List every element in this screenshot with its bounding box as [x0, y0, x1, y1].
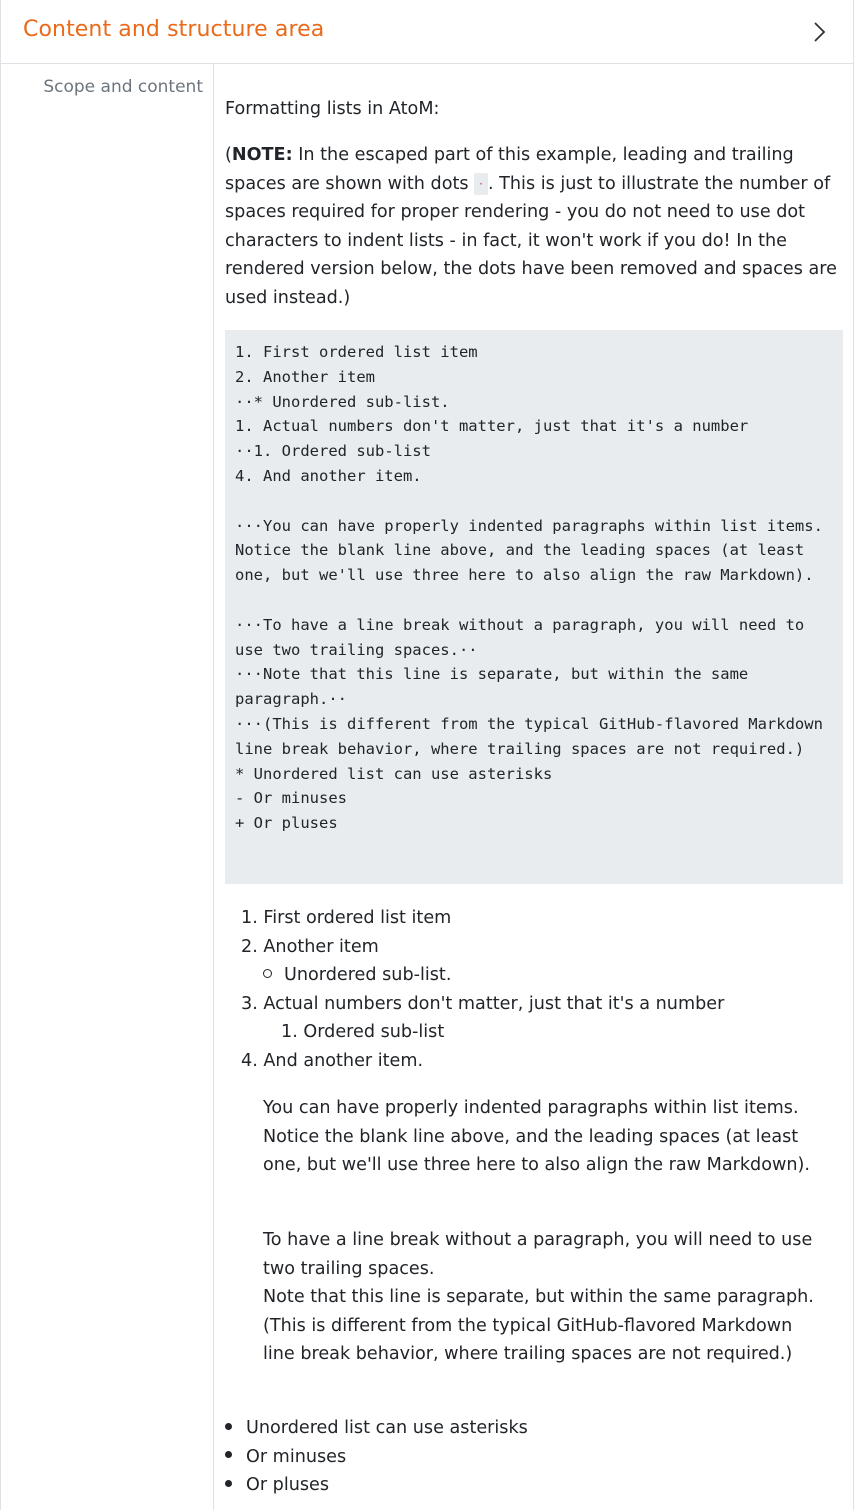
sub-list-label: Unordered sub-list. — [284, 965, 452, 985]
para-line: (This is different from the typical GitHub-flavored Markdown line break behavior, where trailing spaces are not required.) — [263, 1315, 793, 1364]
chevron-right-icon[interactable] — [807, 20, 831, 44]
section-header[interactable] — [1, 0, 853, 64]
dot-code-chip: · — [474, 173, 488, 195]
bullet-icon — [225, 1423, 232, 1430]
note-label: NOTE: — [231, 145, 293, 165]
list-item: 4. And another item. — [241, 1050, 424, 1071]
bullet-label: Unordered list can use asterisks — [246, 1418, 528, 1438]
list-item: 2. Another item — [241, 936, 379, 957]
hollow-bullet-icon — [263, 969, 272, 978]
field-label: Scope and content — [43, 77, 203, 97]
bullet-item — [225, 1443, 346, 1472]
note-text-1: In the escaped part of this example, leading and trailing spaces are shown with dots — [225, 145, 794, 194]
list-item: 1. First ordered list item — [241, 908, 452, 928]
para-line: Note that this line is separate, but within the same paragraph. — [263, 1287, 814, 1307]
field-label-cell — [1, 64, 214, 1510]
bullet-label: Or minuses — [246, 1446, 347, 1467]
para-line: To have a line break without a paragraph, you will need to use two trailing spaces. — [263, 1230, 813, 1279]
list-paragraph: You can have properly indented paragraphs within list items. Notice the blank line above, and the leading spaces (at least one, but we'll use three here to also align the raw Markdown). — [263, 1098, 810, 1175]
intro-text: Formatting lists in AtoM: — [225, 99, 440, 119]
bullet-icon — [225, 1451, 232, 1458]
list-item: 3. Actual numbers don't matter, just that it's a number — [241, 993, 725, 1014]
list-paragraph — [263, 1226, 823, 1369]
note-open-paren: ( — [225, 145, 232, 165]
bullet-label: Or pluses — [246, 1475, 330, 1495]
sub-list-item: 1. Ordered sub-list — [281, 1022, 445, 1042]
note-paragraph — [225, 141, 843, 312]
markdown-code-block: 1. First ordered list item 2. Another item ··* Unordered sub-list. 1. Actual numbers don't matter, just that it's a number ··1. Ordered sub-list 4. And another item. ···You can have properly indented paragraphs within list items. Notice the blank line above, and the leading spaces (at least one, but we'll use three here to also align the raw Markdown). ···To have a line break without a paragraph, you will need to use two trailing spaces.·· ···Note that this line is separate, but within the same paragraph.·· ···(This is different from the typical GitHub-flavored Markdown line break behavior, where trailing spaces are not required.) * Unordered list can use asterisks - Or minuses + Or pluses — [225, 330, 843, 884]
field-row — [1, 64, 853, 1510]
sub-list-item — [263, 961, 451, 990]
bullet-item — [225, 1414, 528, 1443]
bullet-icon — [225, 1480, 232, 1487]
bullet-item — [225, 1471, 329, 1500]
section-title[interactable]: Content and structure area — [23, 17, 325, 42]
note-text-2: . This is just to illustrate the number of spaces required for proper rendering - you do not need to use dot characters to indent lists - in fact, it won't work if you do! In the rendered version below, the dots have been removed and spaces are used instead.) — [225, 173, 837, 308]
